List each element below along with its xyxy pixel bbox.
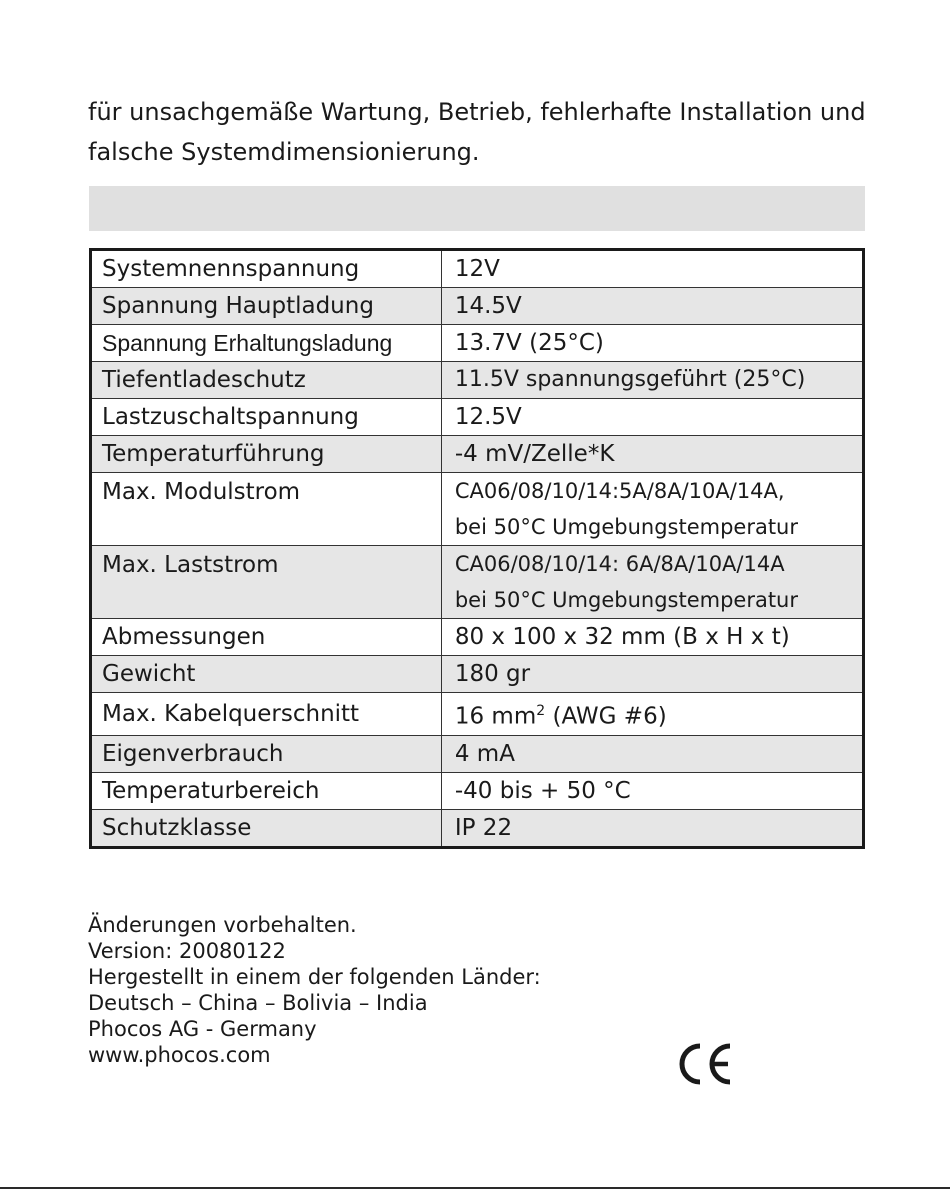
spec-value-multiline — [441, 473, 863, 546]
table-row — [91, 619, 864, 656]
table-row — [91, 656, 864, 693]
table-row — [91, 546, 864, 619]
table-row — [91, 473, 864, 546]
cable-value-superscript: 2 — [536, 703, 546, 719]
intro-line-1: für unsachgemäße Wartung, Betrieb, fehlerhafte Installation und — [88, 98, 866, 126]
spec-label: Abmessungen — [91, 619, 442, 656]
table-row — [91, 436, 864, 473]
spec-value-line-2: bei 50°C Umgebungstemperatur — [454, 515, 799, 539]
table-row — [91, 325, 864, 362]
table-row — [91, 809, 864, 847]
footer-line-manufactured: Hergestellt in einem der folgenden Länder: — [88, 965, 541, 989]
spec-value: 12V — [441, 250, 863, 288]
spec-label: Max. Modulstrom — [91, 473, 442, 546]
spec-value: IP 22 — [441, 809, 863, 847]
spec-value: 180 gr — [441, 656, 863, 693]
spec-label: Schutzklasse — [91, 809, 442, 847]
footer-notes — [88, 912, 541, 1068]
spec-value: 11.5V spannungsgeführt (25°C) — [441, 362, 863, 399]
table-row — [91, 288, 864, 325]
spec-label: Eigenverbrauch — [91, 735, 442, 772]
spec-label: Spannung Erhaltungsladung — [91, 325, 442, 362]
intro-paragraph — [88, 92, 878, 172]
spec-label: Gewicht — [91, 656, 442, 693]
spec-value: 13.7V (25°C) — [441, 325, 863, 362]
footer-line-website: www.phocos.com — [88, 1043, 271, 1067]
ce-conformity-icon — [676, 1040, 734, 1088]
table-row — [91, 735, 864, 772]
spec-label: Temperaturbereich — [91, 772, 442, 809]
cable-value-main: 16 mm — [454, 703, 537, 730]
spec-label: Lastzuschaltspannung — [91, 399, 442, 436]
intro-line-2: falsche Systemdimensionierung. — [88, 138, 480, 166]
table-row — [91, 250, 864, 288]
spec-value-multiline — [441, 546, 863, 619]
spec-value-line-1: CA06/08/10/14: 6A/8A/10A/14A — [454, 552, 785, 576]
cable-value-tail: (AWG #6) — [545, 703, 667, 730]
spec-label: Systemnennspannung — [91, 250, 442, 288]
spec-label: Spannung Hauptladung — [91, 288, 442, 325]
footer-line-countries: Deutsch – China – Bolivia – India — [88, 991, 428, 1015]
table-row — [91, 362, 864, 399]
table-row — [91, 693, 864, 736]
spec-label: Max. Laststrom — [91, 546, 442, 619]
spec-value-line-2: bei 50°C Umgebungstemperatur — [454, 588, 799, 612]
footer-line-company: Phocos AG - Germany — [88, 1017, 317, 1041]
spec-label: Tiefentladeschutz — [91, 362, 442, 399]
table-row — [91, 399, 864, 436]
spec-value: 14.5V — [441, 288, 863, 325]
specifications-table — [89, 248, 865, 849]
spec-label: Max. Kabelquerschnitt — [91, 693, 442, 736]
footer-line-version: Version: 20080122 — [88, 939, 286, 963]
spec-value-cable — [441, 693, 863, 736]
spec-value: -40 bis + 50 °C — [441, 772, 863, 809]
spec-value: 80 x 100 x 32 mm (B x H x t) — [441, 619, 863, 656]
footer-line-changes: Änderungen vorbehalten. — [88, 913, 357, 937]
spec-value: -4 mV/Zelle*K — [441, 436, 863, 473]
spec-value-line-1: CA06/08/10/14:5A/8A/10A/14A, — [454, 479, 785, 503]
spec-value: 12.5V — [441, 399, 863, 436]
section-header-bar — [89, 186, 865, 231]
spec-label: Temperaturführung — [91, 436, 442, 473]
spec-value: 4 mA — [441, 735, 863, 772]
table-row — [91, 772, 864, 809]
